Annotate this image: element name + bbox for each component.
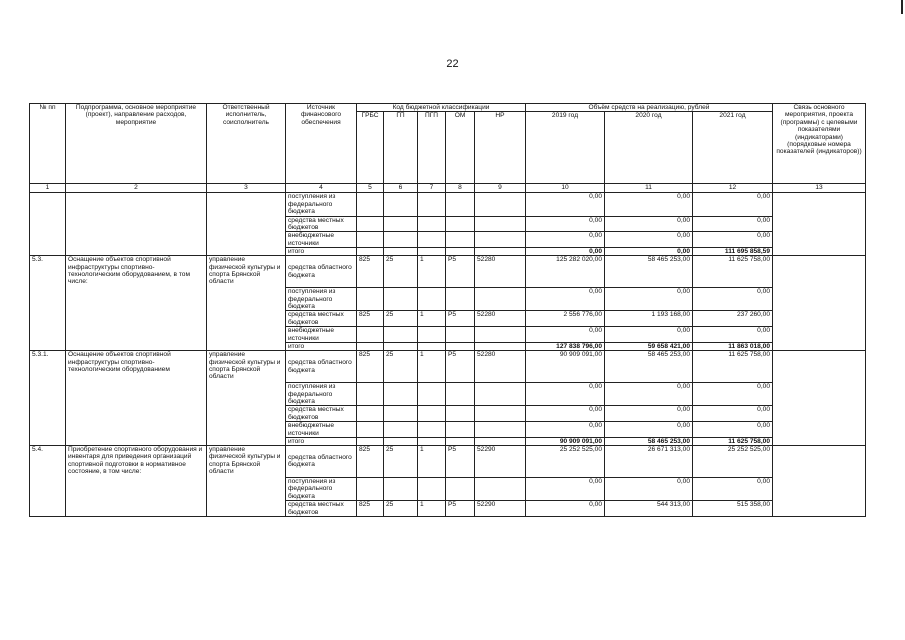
- value-2021: 515 358,00: [693, 501, 773, 517]
- header-indicators: Связь основного мероприятия, проекта (программы) с целевыми показателями (индикаторами) (порядковые номера показателей (индикаторов)): [773, 104, 866, 184]
- nr-cell: 52280: [475, 351, 526, 383]
- header-grbs: ГРБС: [357, 112, 384, 184]
- value-2020: 1 193 168,00: [605, 311, 693, 327]
- value-2020: 58 465 253,00: [605, 256, 693, 288]
- header-2019: 2019 год: [526, 112, 605, 184]
- value-2020: 58 465 253,00: [605, 437, 693, 445]
- code-cell: [475, 437, 526, 445]
- pgp-cell: [418, 477, 446, 500]
- column-number: 3: [207, 184, 286, 193]
- value-2020: 0,00: [605, 383, 693, 406]
- value-2020: 0,00: [605, 193, 693, 216]
- pgp-cell: [418, 288, 446, 311]
- source-cell: внебюджетные источники: [286, 232, 357, 248]
- value-2019: 90 909 091,00: [526, 351, 605, 383]
- value-2021: 237 260,00: [693, 311, 773, 327]
- nr-cell: [475, 406, 526, 422]
- indicator-cell: [773, 445, 866, 516]
- source-cell: средства областного бюджета: [286, 351, 357, 383]
- code-cell: [357, 232, 384, 248]
- program-name-cell: Оснащение объектов спортивной инфраструктуры спортивно-технологическим оборудованием: [66, 351, 207, 446]
- value-2021: 0,00: [693, 232, 773, 248]
- om-cell: P5: [446, 445, 475, 477]
- source-cell: средства местных бюджетов: [286, 311, 357, 327]
- pgp-cell: [418, 422, 446, 438]
- om-cell: [446, 288, 475, 311]
- value-2021: 11 863 018,00: [693, 343, 773, 351]
- gp-cell: 25: [384, 256, 418, 288]
- value-2019: 0,00: [526, 327, 605, 343]
- code-cell: [357, 343, 384, 351]
- code-cell: [475, 232, 526, 248]
- gp-cell: [384, 288, 418, 311]
- grbs-cell: 825: [357, 311, 384, 327]
- value-2019: 25 252 525,00: [526, 445, 605, 477]
- value-2020: 0,00: [605, 327, 693, 343]
- header-volume-group: Объём средств на реализацию, рублей: [526, 104, 773, 112]
- source-cell: средства областного бюджета: [286, 256, 357, 288]
- code-cell: [418, 216, 446, 232]
- om-cell: [446, 327, 475, 343]
- value-2019: 0,00: [526, 477, 605, 500]
- nr-cell: [475, 327, 526, 343]
- page-number: 22: [446, 58, 459, 70]
- nr-cell: [475, 477, 526, 500]
- header-pgp: ПГП: [418, 112, 446, 184]
- value-2020: 0,00: [605, 216, 693, 232]
- executor-cell: управление физической культуры и спорта Брянской области: [207, 445, 286, 516]
- indicator-cell: [773, 256, 866, 351]
- grbs-cell: [357, 288, 384, 311]
- value-2021: 111 695 858,59: [693, 248, 773, 256]
- code-cell: [446, 437, 475, 445]
- program-name-cell: Приобретение спортивного оборудования и инвентаря для приведения организаций спортивной подготовки в нормативное состояние, в том числе:: [66, 445, 207, 516]
- om-cell: P5: [446, 501, 475, 517]
- column-number: 4: [286, 184, 357, 193]
- column-number: 9: [475, 184, 526, 193]
- source-cell: итого: [286, 248, 357, 256]
- value-2021: 11 625 758,00: [693, 256, 773, 288]
- row-number-cell: 5.3.: [30, 256, 66, 351]
- source-cell: средства местных бюджетов: [286, 406, 357, 422]
- code-cell: [475, 216, 526, 232]
- grbs-cell: 825: [357, 445, 384, 477]
- code-cell: [384, 216, 418, 232]
- source-cell: внебюджетные источники: [286, 327, 357, 343]
- value-2020: 59 658 421,00: [605, 343, 693, 351]
- code-cell: [357, 248, 384, 256]
- pgp-cell: [418, 383, 446, 406]
- value-2020: 0,00: [605, 406, 693, 422]
- om-cell: P5: [446, 256, 475, 288]
- column-number: 12: [693, 184, 773, 193]
- grbs-cell: [357, 422, 384, 438]
- grbs-cell: [357, 406, 384, 422]
- grbs-cell: 825: [357, 501, 384, 517]
- source-cell: средства местных бюджетов: [286, 216, 357, 232]
- om-cell: [446, 383, 475, 406]
- code-cell: [418, 343, 446, 351]
- gp-cell: 25: [384, 445, 418, 477]
- header-gp: ГП: [384, 112, 418, 184]
- grbs-cell: 825: [357, 256, 384, 288]
- code-cell: [384, 193, 418, 216]
- source-cell: итого: [286, 343, 357, 351]
- indicator-cell: [773, 193, 866, 256]
- gp-cell: [384, 327, 418, 343]
- code-cell: [418, 248, 446, 256]
- budget-table: [29, 103, 866, 517]
- nr-cell: 52290: [475, 445, 526, 477]
- column-number: 10: [526, 184, 605, 193]
- row-number-cell: 5.3.1.: [30, 351, 66, 446]
- nr-cell: 52290: [475, 501, 526, 517]
- header-om: ОМ: [446, 112, 475, 184]
- gp-cell: [384, 422, 418, 438]
- source-cell: поступления из федерального бюджета: [286, 383, 357, 406]
- column-number: 6: [384, 184, 418, 193]
- value-2021: 0,00: [693, 216, 773, 232]
- om-cell: [446, 477, 475, 500]
- executor-cell: управление физической культуры и спорта Брянской области: [207, 351, 286, 446]
- column-number: 11: [605, 184, 693, 193]
- pgp-cell: 1: [418, 256, 446, 288]
- code-cell: [384, 248, 418, 256]
- column-number: 8: [446, 184, 475, 193]
- column-number: 1: [30, 184, 66, 193]
- value-2020: 0,00: [605, 248, 693, 256]
- header-2021: 2021 год: [693, 112, 773, 184]
- code-cell: [475, 193, 526, 216]
- gp-cell: 25: [384, 351, 418, 383]
- value-2019: 0,00: [526, 232, 605, 248]
- value-2019: 0,00: [526, 248, 605, 256]
- om-cell: [446, 422, 475, 438]
- code-cell: [475, 343, 526, 351]
- grbs-cell: [357, 327, 384, 343]
- row-number-cell: 5.4.: [30, 445, 66, 516]
- code-cell: [446, 232, 475, 248]
- om-cell: P5: [446, 311, 475, 327]
- pgp-cell: 1: [418, 445, 446, 477]
- pgp-cell: [418, 406, 446, 422]
- scan-edge-mark: [901, 0, 903, 14]
- value-2019: 0,00: [526, 501, 605, 517]
- code-cell: [446, 343, 475, 351]
- value-2019: 90 909 091,00: [526, 437, 605, 445]
- value-2020: 58 465 253,00: [605, 351, 693, 383]
- grbs-cell: [357, 383, 384, 406]
- gp-cell: 25: [384, 311, 418, 327]
- value-2021: 25 252 525,00: [693, 445, 773, 477]
- value-2021: 0,00: [693, 422, 773, 438]
- pgp-cell: 1: [418, 501, 446, 517]
- nr-cell: [475, 422, 526, 438]
- code-cell: [384, 232, 418, 248]
- code-cell: [446, 248, 475, 256]
- header-source: Источник финансового обеспечения: [286, 104, 357, 184]
- table-row: [30, 445, 866, 477]
- om-cell: [446, 406, 475, 422]
- code-cell: [357, 193, 384, 216]
- value-2021: 0,00: [693, 406, 773, 422]
- header-code-group: Код бюджетной классификации: [357, 104, 526, 112]
- code-cell: [475, 248, 526, 256]
- value-2021: 0,00: [693, 193, 773, 216]
- code-cell: [384, 437, 418, 445]
- pgp-cell: 1: [418, 351, 446, 383]
- column-number-row: [30, 184, 866, 193]
- column-number: 7: [418, 184, 446, 193]
- value-2019: 125 282 020,00: [526, 256, 605, 288]
- source-cell: итого: [286, 437, 357, 445]
- code-cell: [418, 232, 446, 248]
- value-2020: 0,00: [605, 422, 693, 438]
- source-cell: поступления из федерального бюджета: [286, 288, 357, 311]
- executor-cell: [207, 193, 286, 256]
- source-cell: поступления из федерального бюджета: [286, 477, 357, 500]
- code-cell: [384, 343, 418, 351]
- gp-cell: 25: [384, 501, 418, 517]
- value-2020: 26 671 313,00: [605, 445, 693, 477]
- header-program: Подпрограмма, основное мероприятие (проект), направление расходов, мероприятие: [66, 104, 207, 184]
- grbs-cell: 825: [357, 351, 384, 383]
- code-cell: [357, 216, 384, 232]
- code-cell: [357, 437, 384, 445]
- value-2020: 0,00: [605, 288, 693, 311]
- value-2021: 0,00: [693, 288, 773, 311]
- column-number: 2: [66, 184, 207, 193]
- source-cell: поступления из федерального бюджета: [286, 193, 357, 216]
- table-row: [30, 351, 866, 383]
- gp-cell: [384, 406, 418, 422]
- pgp-cell: 1: [418, 311, 446, 327]
- value-2021: 0,00: [693, 477, 773, 500]
- source-cell: средства областного бюджета: [286, 445, 357, 477]
- value-2020: 0,00: [605, 232, 693, 248]
- header-nr: НР: [475, 112, 526, 184]
- source-cell: внебюджетные источники: [286, 422, 357, 438]
- program-name-cell: [66, 193, 207, 256]
- nr-cell: [475, 288, 526, 311]
- nr-cell: [475, 383, 526, 406]
- value-2019: 0,00: [526, 383, 605, 406]
- gp-cell: [384, 383, 418, 406]
- executor-cell: управление физической культуры и спорта Брянской области: [207, 256, 286, 351]
- value-2019: 0,00: [526, 193, 605, 216]
- value-2019: 0,00: [526, 288, 605, 311]
- nr-cell: 52280: [475, 256, 526, 288]
- table-row: [30, 256, 866, 288]
- om-cell: P5: [446, 351, 475, 383]
- value-2021: 11 625 758,00: [693, 437, 773, 445]
- code-cell: [418, 437, 446, 445]
- column-number: 13: [773, 184, 866, 193]
- nr-cell: 52280: [475, 311, 526, 327]
- value-2019: 127 838 796,00: [526, 343, 605, 351]
- pgp-cell: [418, 327, 446, 343]
- row-number-cell: [30, 193, 66, 256]
- gp-cell: [384, 477, 418, 500]
- program-name-cell: Оснащение объектов спортивной инфраструктуры спортивно-технологическим оборудованием, в том числе:: [66, 256, 207, 351]
- grbs-cell: [357, 477, 384, 500]
- value-2020: 544 313,00: [605, 501, 693, 517]
- value-2019: 0,00: [526, 422, 605, 438]
- code-cell: [418, 193, 446, 216]
- source-cell: средства местных бюджетов: [286, 501, 357, 517]
- header-2020: 2020 год: [605, 112, 693, 184]
- table-row: [30, 193, 866, 216]
- value-2021: 0,00: [693, 327, 773, 343]
- value-2019: 2 556 776,00: [526, 311, 605, 327]
- value-2020: 0,00: [605, 477, 693, 500]
- code-cell: [446, 193, 475, 216]
- header-executor: Ответственный исполнитель, соисполнитель: [207, 104, 286, 184]
- code-cell: [446, 216, 475, 232]
- header-num: № пп: [30, 104, 66, 184]
- value-2021: 0,00: [693, 383, 773, 406]
- column-number: 5: [357, 184, 384, 193]
- value-2019: 0,00: [526, 216, 605, 232]
- value-2021: 11 625 758,00: [693, 351, 773, 383]
- value-2019: 0,00: [526, 406, 605, 422]
- indicator-cell: [773, 351, 866, 446]
